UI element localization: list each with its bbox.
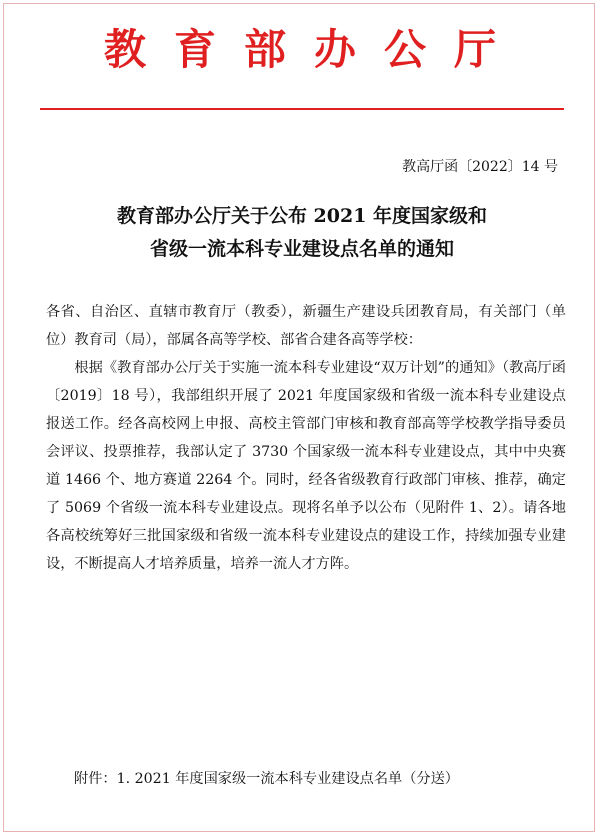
main-paragraph: 根据《教育部办公厅关于实施一流本科专业建设“双万计划”的通知》（教高厅函〔2019〕18 号），我部组织开展了 2021 年度国家级和省级一流本科专业建设点报送工作。经各高校网上申报、高校主管部门审核和教育部高等学校教学指导委员会评议、投票推荐，我部认定了 3730 个国家级一流本科专业建设点，其中中央赛道 1466 个、地方赛道 2264 个。同时，经各省级教育行政部门审核、推荐，确定了 5069 个省级一流本科专业建设点。现将名单予以公布（见附件 1、2）。请各地各高校统筹好三批国家级和省级一流本科专业建设点的建设工作，持续加强专业建设，不断提高人才培养质量，培养一流人才方阵。 bbox=[46, 360, 566, 572]
document-body bbox=[46, 298, 566, 578]
document-title bbox=[40, 200, 564, 266]
recipients: 各省、自治区、直辖市教育厅（教委），新疆生产建设兵团教育局，有关部门（单位）教育司（局），部属各高等学校、部省合建各高等学校： bbox=[46, 304, 566, 348]
red-divider bbox=[40, 108, 564, 110]
document-number: 教高厅函〔2022〕14 号 bbox=[402, 159, 558, 175]
masthead-title: 教育部办公厅 bbox=[103, 25, 524, 74]
title-line-2: 省级一流本科专业建设点名单的通知 bbox=[149, 238, 454, 260]
attachment-line: 附件：1. 2021 年度国家级一流本科专业建设点名单（分送） bbox=[74, 771, 459, 787]
title-line-1: 教育部办公厅关于公布 2021 年度国家级和 bbox=[116, 205, 488, 227]
